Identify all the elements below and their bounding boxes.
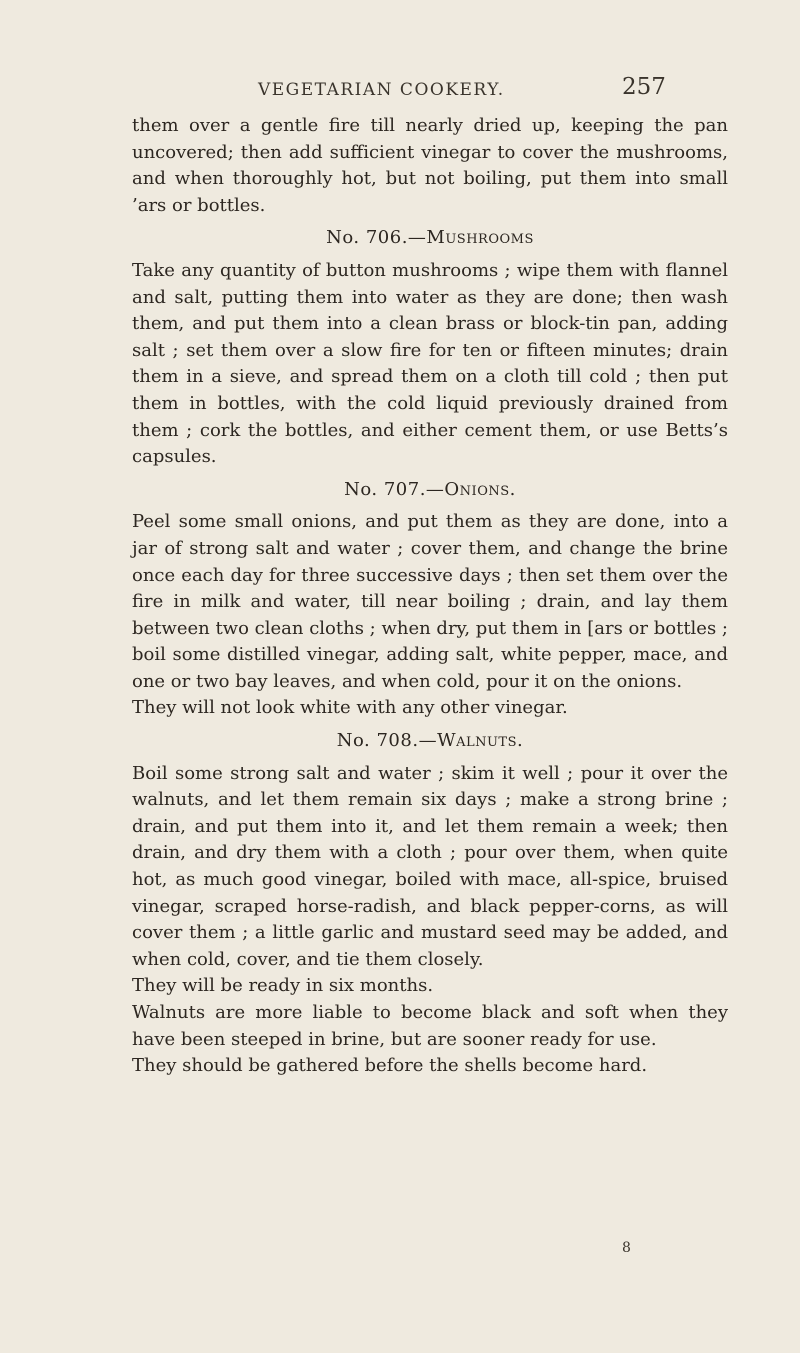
recipe-title: —Mushrooms xyxy=(407,227,534,249)
signature-mark: 8 xyxy=(622,1240,631,1256)
body-text xyxy=(132,113,728,1080)
recipe-paragraph: They will be ready in six months. xyxy=(132,975,434,997)
recipe-number: No. 708. xyxy=(336,730,419,752)
continuation-paragraph: them over a gentle fire till nearly dried up, keeping the pan uncovered; then add sufficient vinegar to cover the mushrooms, and when thoroughly hot, but not boiling, put them into small ’ars or bottles. xyxy=(132,115,728,216)
recipe-paragraph: Peel some small onions, and put them as they are done, into a jar of strong salt and water ; cover them, and change the brine once each day for three successive days ; then set them over the fire in milk and water, till near boiling ; drain, and lay them between two clean cloths ; when dry, put them in [ars or bottles ; boil some distilled vinegar, adding salt, white pepper, mace, and one or two bay leaves, and when cold, pour it on the onions. xyxy=(132,511,728,692)
recipe-paragraph: Walnuts are more liable to become black and soft when they have been steeped in brine, but are sooner ready for use. xyxy=(132,1002,728,1050)
recipe-paragraph: They will not look white with any other vinegar. xyxy=(132,697,568,719)
recipe-title: —Onions. xyxy=(425,478,516,500)
recipe-paragraph: Boil some strong salt and water ; skim it well ; pour it over the walnuts, and let them remain six days ; make a strong brine ; drain, and put them into it, and let them remain a week; then drain, and dry them with a cloth ; pour over them, when quite hot, as much good vinegar, boiled with mace, all-spice, bruised vinegar, scraped horse-radish, and black pepper-corns, as will cover them ; a little garlic and mustard seed may be added, and when cold, cover, and tie them closely. xyxy=(132,762,728,970)
recipe-heading-706 xyxy=(132,225,728,252)
recipe-heading-707 xyxy=(132,477,728,504)
running-head: VEGETARIAN COOKERY. xyxy=(258,80,505,100)
recipe-number: No. 706. xyxy=(326,227,408,249)
recipe-number: No. 707. xyxy=(344,478,426,500)
recipe-paragraph: They should be gathered before the shells become hard. xyxy=(132,1055,648,1077)
recipe-title: —Walnuts. xyxy=(418,730,524,752)
recipe-paragraph: Take any quantity of button mushrooms ; wipe them with flannel and salt, putting them into water as they are done; then wash them, and put them into a clean brass or block-tin pan, adding salt ; set them over a slow fire for ten or fifteen minutes; drain them in a sieve, and spread them on a cloth till cold ; then put them in bottles, with the cold liquid previously drained from them ; cork the bottles, and either cement them, or use Betts’s capsules. xyxy=(132,259,728,468)
recipe-heading-708 xyxy=(132,728,728,755)
page-number: 257 xyxy=(622,74,666,100)
